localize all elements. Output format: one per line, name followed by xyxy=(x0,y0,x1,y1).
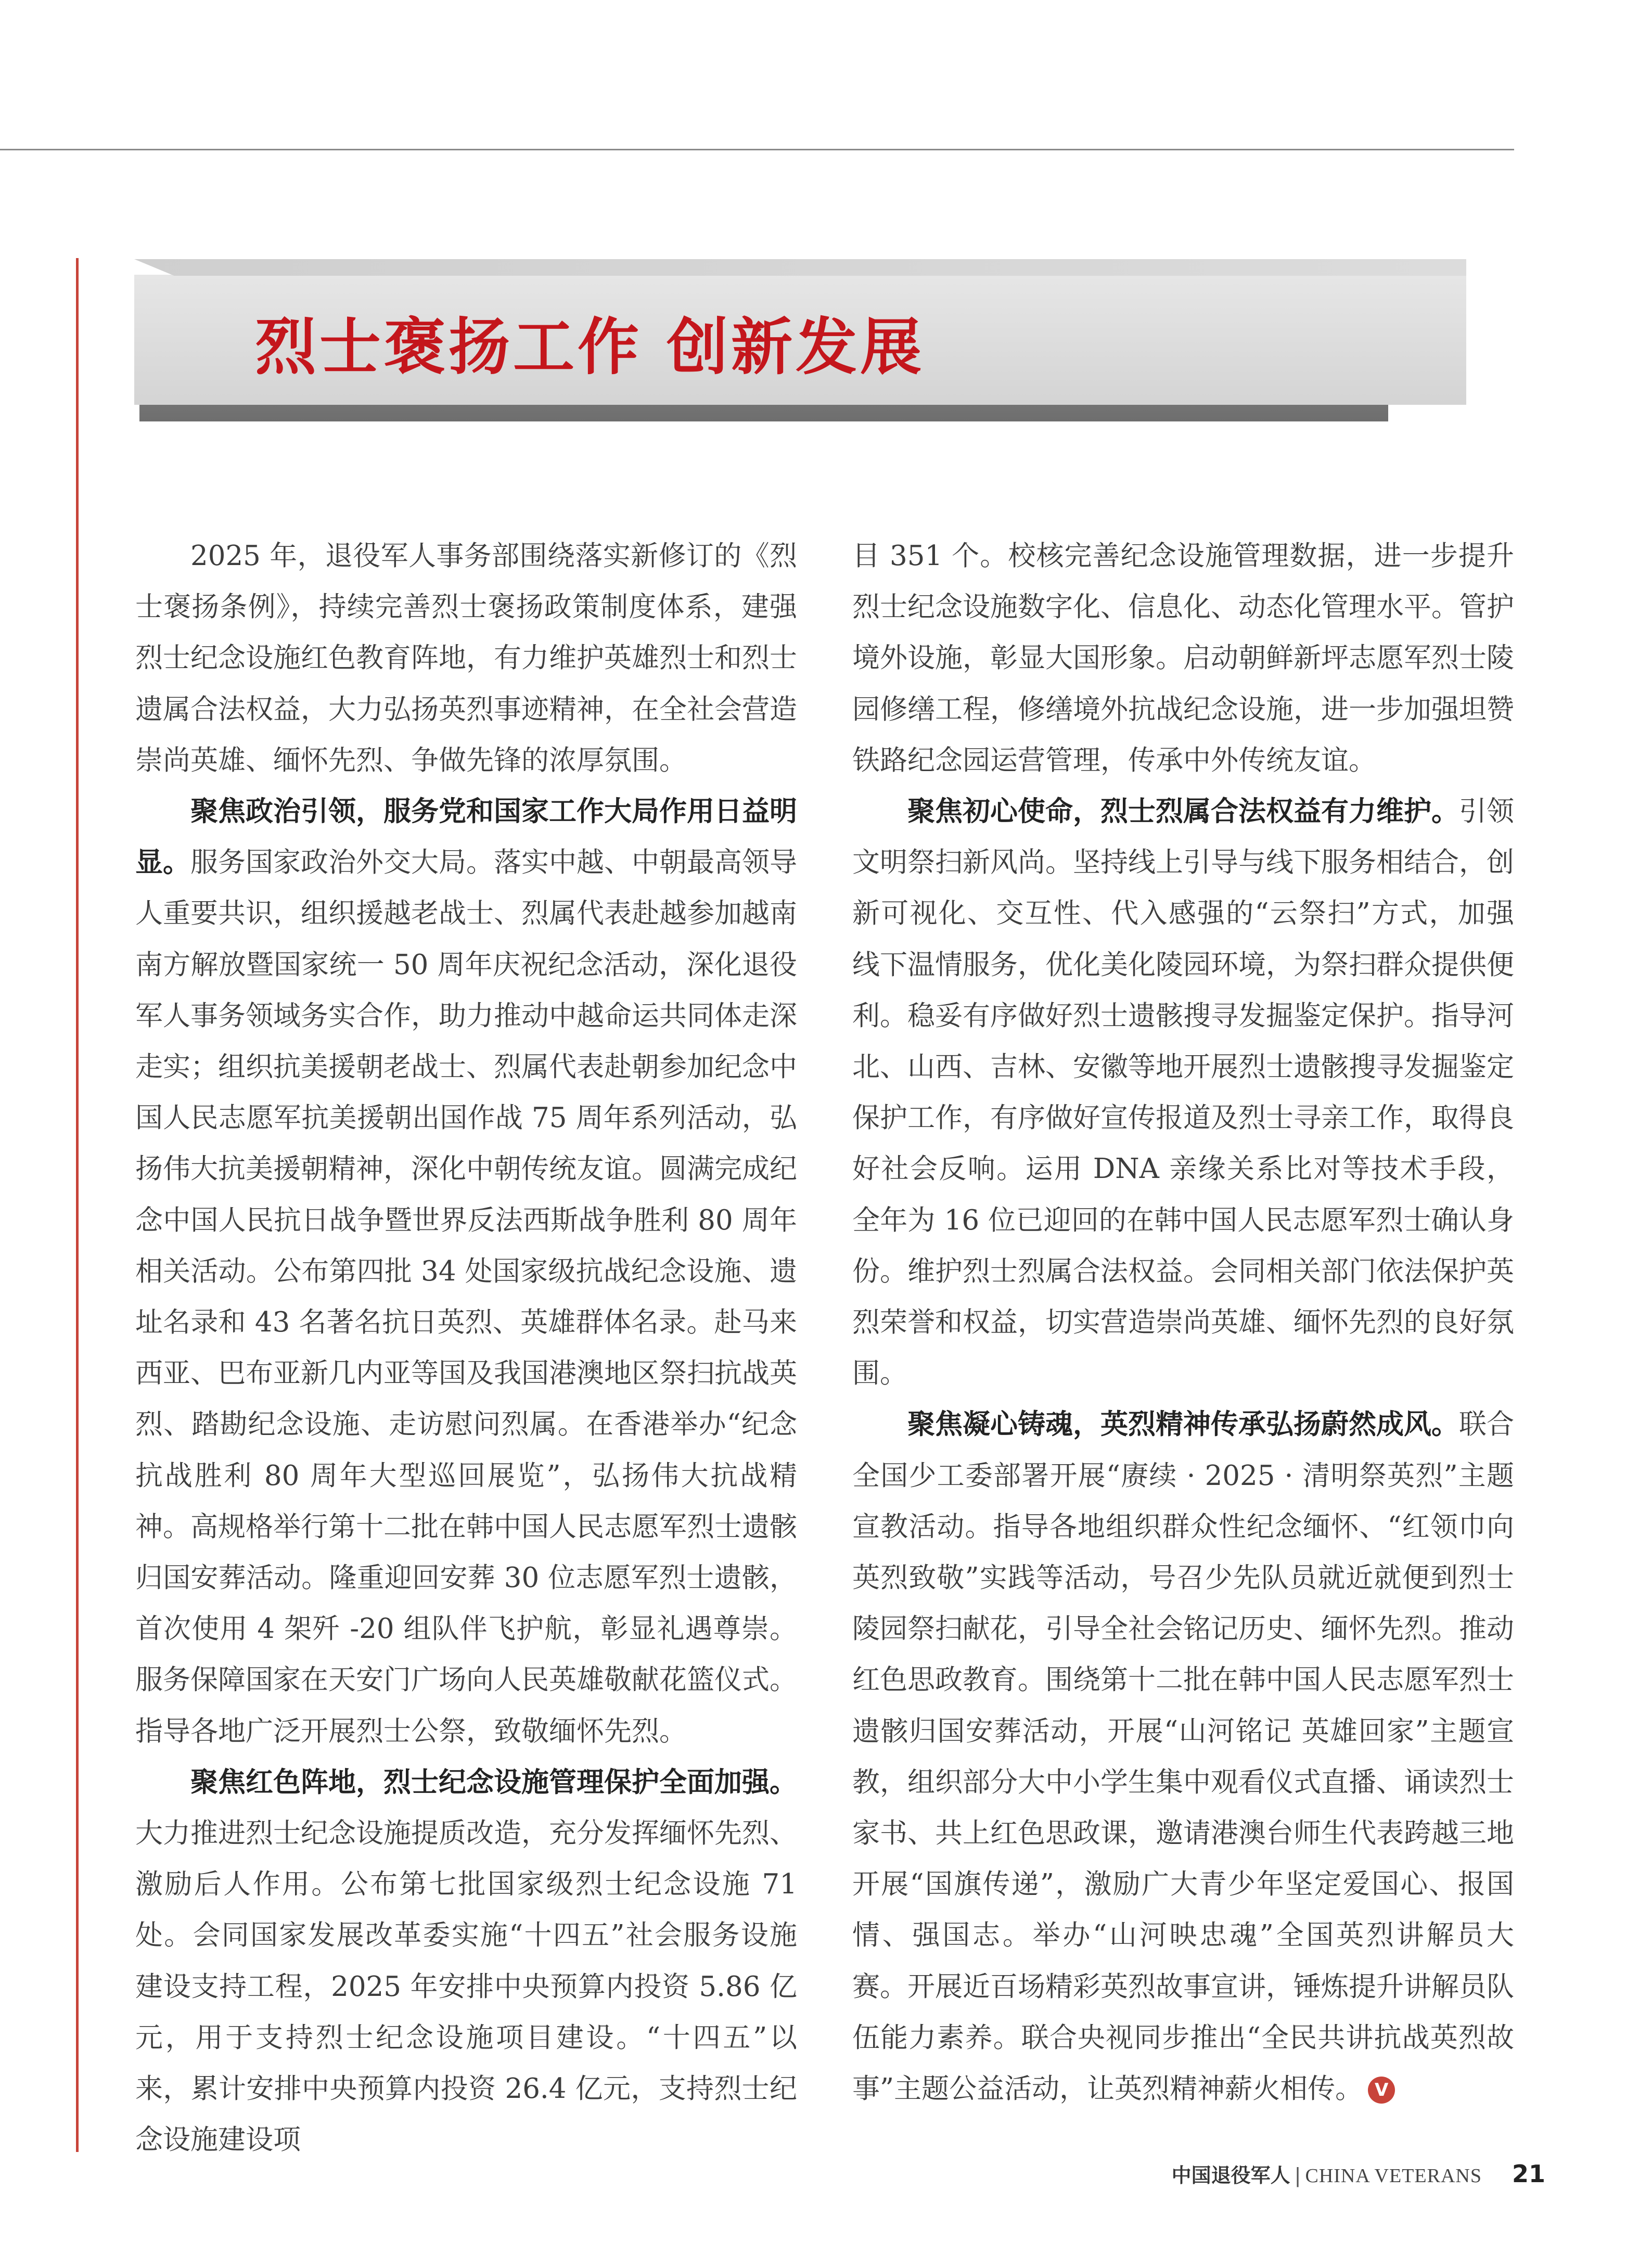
section-memorial-continued: 目 351 个。校核完善纪念设施管理数据，进一步提升烈士纪念设施数字化、信息化、动态化管理水平。管护境外设施，彰显大国形象。启动朝鲜新坪志愿军烈士陵园修缮工程，修缮境外抗战纪念设施，进一步加强坦赞铁路纪念园运营管理，传承中外传统友谊。 xyxy=(852,540,1514,776)
side-accent-rule xyxy=(76,258,79,2152)
article-end-icon: V xyxy=(1368,2077,1395,2104)
article-title: 烈士褒扬工作 创新发展 xyxy=(255,311,925,383)
section-memorial-lead: 聚焦红色阵地，烈士纪念设施管理保护全面加强。 xyxy=(190,1766,797,1798)
section-rights-body: 引领文明祭扫新风尚。坚持线上引导与线下服务相结合，创新可视化、交互性、代入感强的“云祭扫”方式，加强线下温情服务，优化美化陵园环境，为祭扫群众提供便利。稳妥有序做好烈士遗骸搜寻发掘鉴定保护。指导河北、山西、吉林、安徽等地开展烈士遗骸搜寻发掘鉴定保护工作，有序做好宣传报道及烈士寻亲工作，取得良好社会反响。运用 DNA 亲缘关系比对等技术手段，全年为 16 位已迎回的在韩中国人民志愿军烈士确认身份。维护烈士烈属合法权益。会同相关部门依法保护英烈荣誉和权益，切实营造崇尚英雄、缅怀先烈的良好氛围。 xyxy=(852,796,1514,1390)
top-rule xyxy=(0,149,1514,150)
section-memorial-body: 大力推进烈士纪念设施提质改造，充分发挥缅怀先烈、激励后人作用。公布第七批国家级烈士纪念设施 71 处。会同国家发展改革委实施“十四五”社会服务设施建设支持工程，2025 年安排中央预算内投资 5.86 亿元，用于支持烈士纪念设施项目建设。“十四五”以来，累计安排中央预算内投资 26.4 亿元，支持烈士纪念设施建设项 xyxy=(135,1817,797,2156)
footer-magazine-en: CHINA VETERANS xyxy=(1305,2165,1482,2187)
right-column xyxy=(852,531,1514,2115)
section-political-body: 服务国家政治外交大局。落实中越、中朝最高领导人重要共识，组织援越老战士、烈属代表赴越参加越南南方解放暨国家统一 50 周年庆祝纪念活动，深化退役军人事务领域务实合作，助力推动中越命运共同体走深走实；组织抗美援朝老战士、烈属代表赴朝参加纪念中国人民志愿军抗美援朝出国作战 75 周年系列活动，弘扬伟大抗美援朝精神，深化中朝传统友谊。圆满完成纪念中国人民抗日战争暨世界反法西斯战争胜利 80 周年相关活动。公布第四批 34 处国家级抗战纪念设施、遗址名录和 43 名著名抗日英烈、英雄群体名录。赴马来西亚、巴布亚新几内亚等国及我国港澳地区祭扫抗战英烈、踏勘纪念设施、走访慰问烈属。在香港举办“纪念抗战胜利 80 周年大型巡回展览”，弘扬伟大抗战精神。高规格举行第十二批在韩中国人民志愿军烈士遗骸归国安葬活动。隆重迎回安葬 30 位志愿军烈士遗骸，首次使用 4 架歼 -20 组队伴飞护航，彰显礼遇尊崇。服务保障国家在天安门广场向人民英雄敬献花篮仪式。指导各地广泛开展烈士公祭，致敬缅怀先烈。 xyxy=(135,847,797,1747)
title-banner-fold xyxy=(134,259,1466,276)
footer-separator: | xyxy=(1294,2164,1301,2187)
section-memorial-paragraph xyxy=(135,1757,797,2166)
section-spirit-lead: 聚焦凝心铸魂，英烈精神传承弘扬蔚然成风。 xyxy=(907,1408,1459,1441)
section-spirit-paragraph xyxy=(852,1399,1514,2115)
section-rights-lead: 聚焦初心使命，烈士烈属合法权益有力维护。 xyxy=(907,796,1459,828)
page-footer xyxy=(1172,2159,1545,2188)
section-rights-paragraph xyxy=(852,786,1514,1399)
section-political-lead: 聚焦政治引领，服务党和国家工作大局作用日益明显。 xyxy=(135,796,797,879)
left-column xyxy=(135,531,797,2166)
intro-paragraph: 2025 年，退役军人事务部围绕落实新修订的《烈士褒扬条例》，持续完善烈士褒扬政策制度体系，建强烈士纪念设施红色教育阵地，有力维护英雄烈士和烈士遗属合法权益，大力弘扬英烈事迹精神，在全社会营造崇尚英雄、缅怀先烈、争做先锋的浓厚氛围。 xyxy=(135,540,797,776)
section-political-paragraph xyxy=(135,786,797,1757)
footer-magazine-cn: 中国退役军人 xyxy=(1171,2164,1290,2187)
section-spirit-body: 联合全国少工委部署开展“赓续 · 2025 · 清明祭英烈”主题宣教活动。指导各地组织群众性纪念缅怀、“红领巾向英烈致敬”实践等活动，号召少先队员就近就便到烈士陵园祭扫献花，引导全社会铭记历史、缅怀先烈。推动红色思政教育。围绕第十二批在韩中国人民志愿军烈士遗骸归国安葬活动，开展“山河铭记 英雄回家”主题宣教，组织部分大中小学生集中观看仪式直播、诵读烈士家书、共上红色思政课，邀请港澳台师生代表跨越三地开展“国旗传递”，激励广大青少年坚定爱国心、报国情、强国志。举办“山河映忠魂”全国英烈讲解员大赛。开展近百场精彩英烈故事宣讲，锤炼提升讲解员队伍能力素养。联合央视同步推出“全民共讲抗战英烈故事”主题公益活动，让英烈精神薪火相传。 xyxy=(852,1408,1514,2105)
page-number: 21 xyxy=(1512,2160,1545,2188)
